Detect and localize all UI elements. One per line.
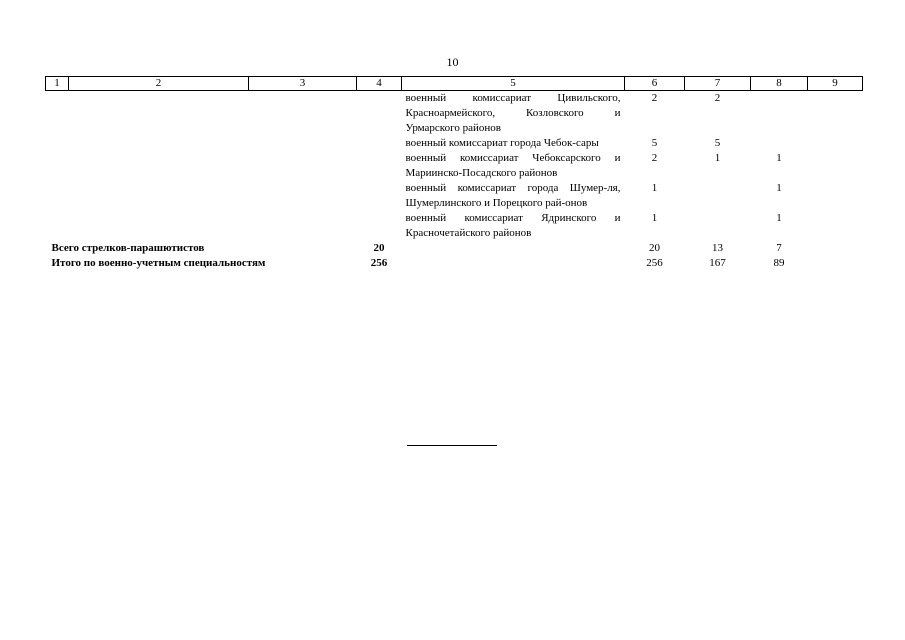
subtotal-label: Всего стрелков-парашютистов bbox=[51, 242, 205, 254]
column-header: 8 bbox=[751, 77, 808, 91]
grand-total-col6: 256 bbox=[646, 257, 663, 269]
allocation-table bbox=[45, 76, 863, 271]
commissariat-name: военный комиссариат города Чебок-сары bbox=[405, 137, 599, 149]
count-col7 bbox=[685, 181, 751, 211]
grand-total-col8: 89 bbox=[773, 257, 785, 269]
subtotal-row bbox=[46, 241, 863, 256]
column-header: 1 bbox=[46, 77, 69, 91]
closing-divider-line bbox=[407, 445, 497, 446]
table-header bbox=[46, 77, 863, 91]
subtotal-col4: 20 bbox=[373, 242, 385, 254]
count-total: 1 bbox=[651, 182, 658, 194]
count-total: 2 bbox=[651, 152, 658, 164]
column-header: 3 bbox=[249, 77, 357, 91]
count-col8: 1 bbox=[776, 152, 782, 164]
count-col7: 2 bbox=[714, 92, 721, 104]
subtotal-col7: 13 bbox=[712, 242, 723, 254]
grand-total-label: Итого по военно-учетным специальностям bbox=[51, 257, 266, 269]
subtotal-col6: 20 bbox=[649, 242, 660, 254]
count-col7: 1 bbox=[714, 152, 721, 164]
count-col7: 5 bbox=[714, 137, 721, 149]
table-row bbox=[46, 181, 863, 211]
count-total: 1 bbox=[651, 212, 658, 224]
grand-total-row bbox=[46, 256, 863, 271]
column-header: 9 bbox=[808, 77, 863, 91]
grand-total-col4: 256 bbox=[370, 257, 388, 269]
count-total: 2 bbox=[651, 92, 658, 104]
count-col7 bbox=[685, 211, 751, 241]
table-row bbox=[46, 151, 863, 181]
column-header: 7 bbox=[685, 77, 751, 91]
commissariat-name: военный комиссариат Чебоксарского и Мариинско-Посадского районов bbox=[405, 152, 621, 179]
column-header: 6 bbox=[625, 77, 685, 91]
column-header: 2 bbox=[69, 77, 249, 91]
table-row bbox=[46, 136, 863, 151]
count-total: 5 bbox=[651, 137, 658, 149]
table-row bbox=[46, 211, 863, 241]
count-col8 bbox=[751, 136, 808, 151]
count-col8: 1 bbox=[776, 182, 782, 194]
commissariat-name: военный комиссариат Ядринского и Красночетайского районов bbox=[405, 212, 621, 239]
subtotal-col8: 7 bbox=[776, 242, 782, 254]
commissariat-name: военный комиссариат Цивильского, Красноармейского, Козловского и Урмарского районов bbox=[405, 92, 621, 134]
count-col8 bbox=[751, 91, 808, 137]
column-header: 4 bbox=[357, 77, 402, 91]
count-col8: 1 bbox=[776, 212, 782, 224]
column-header: 5 bbox=[402, 77, 625, 91]
page-number: 10 bbox=[446, 55, 459, 69]
grand-total-col7: 167 bbox=[709, 257, 726, 269]
table-row bbox=[46, 91, 863, 137]
commissariat-name: военный комиссариат города Шумер-ля, Шумерлинского и Порецкого рай-онов bbox=[405, 182, 621, 209]
